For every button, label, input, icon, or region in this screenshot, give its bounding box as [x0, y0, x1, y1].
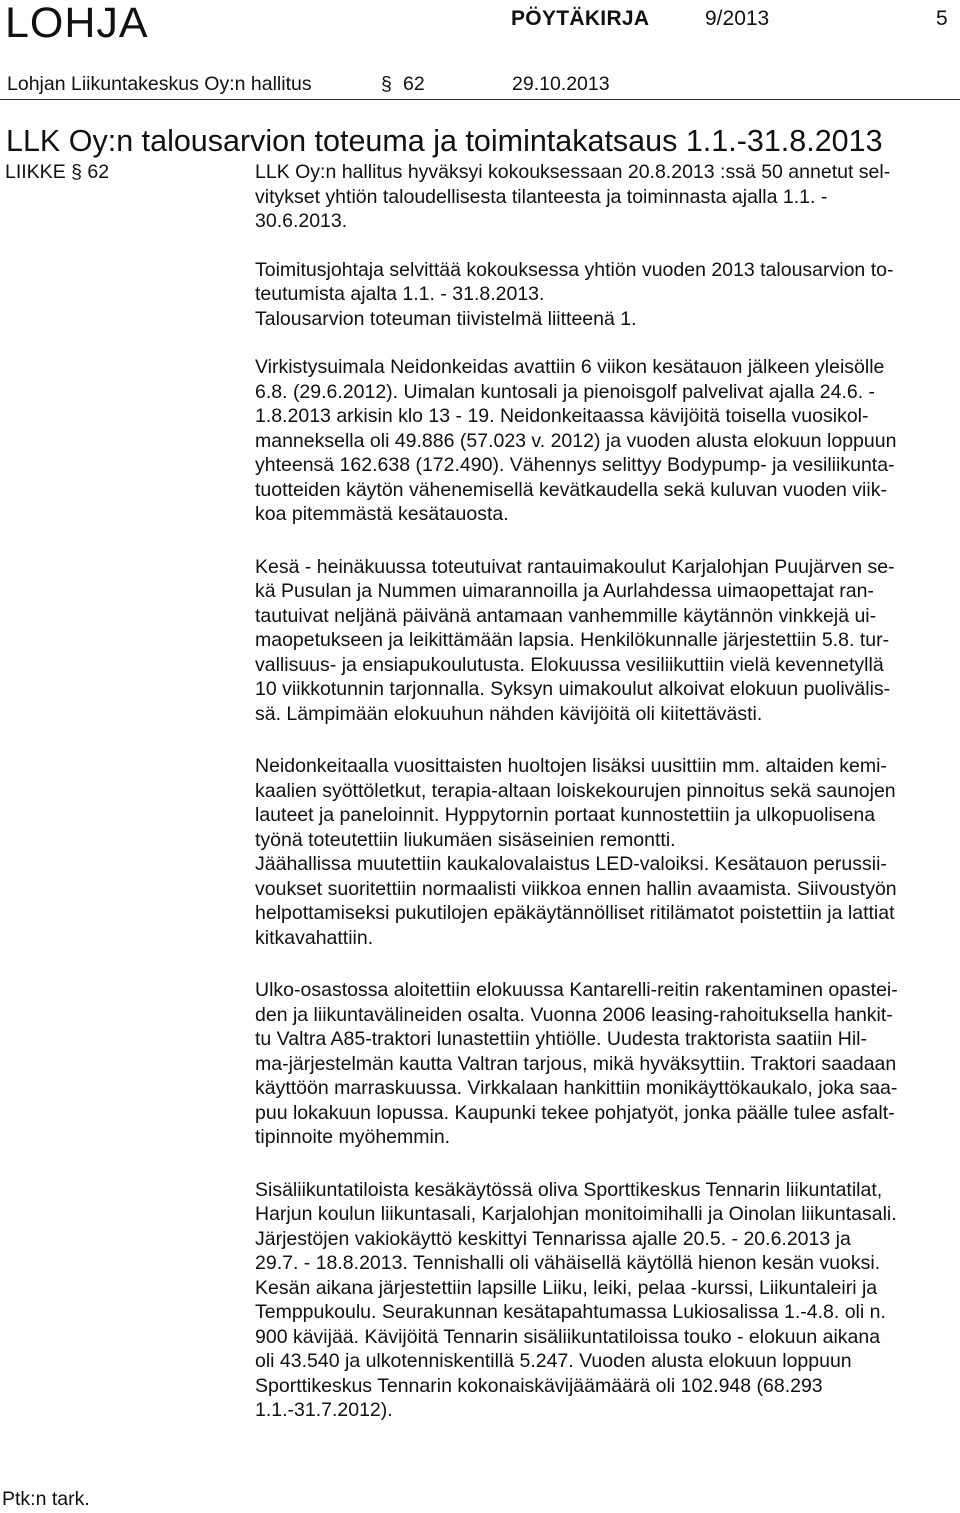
text-line: vitykset yhtiön taloudellisesta tilanteesta ja toiminnasta ajalla 1.1. -	[255, 185, 828, 208]
text-line: 1.8.2013 arkisin klo 13 - 19. Neidonkeitaassa kävijöitä toisella vuosikol-	[255, 405, 869, 427]
page-title: LLK Oy:n talousarvion toteuma ja toimintakatsaus 1.1.-31.8.2013	[6, 124, 883, 158]
organization-name: Lohjan Liikuntakeskus Oy:n hallitus	[7, 73, 312, 95]
text-line: 900 kävijää. Kävijöitä Tennarin sisäliikuntatiloissa touko - elokuun aikana	[255, 1325, 881, 1348]
paragraph-indoor-sports	[255, 1178, 955, 1423]
text-line: Sisäliikuntatiloista kesäkäytössä oliva Sporttikeskus Tennarin liikuntatilat,	[255, 1178, 883, 1201]
paragraph-ceo-report	[255, 258, 955, 332]
text-line: Jäähallissa muutettiin kaukalovalaistus LED-valoiksi. Kesätauon perussii-	[255, 853, 887, 875]
text-line: Kesän aikana järjestettiin lapsille Liiku, leiki, pelaa -kurssi, Liikuntaleiri ja	[255, 1276, 878, 1299]
text-line: voukset suoritettiin normaalisti viikkoa ennen hallin avaamista. Siivoustyön	[255, 877, 897, 900]
text-line: oli 43.540 ja ulkotenniskentillä 5.247. Vuoden alusta elokuun loppuun	[255, 1350, 852, 1372]
paragraph-outdoor	[255, 978, 955, 1150]
text-line: käyttöön marraskuussa. Virkkalaan hankittiin monikäyttökaukalo, joka saa-	[255, 1077, 898, 1099]
text-line: kitkavahattiin.	[255, 926, 374, 949]
text-line: tautuivat neljänä päivänä antamaan vanhemmille käytännön vinkkejä ui-	[255, 604, 877, 627]
text-line: Virkistysuimala Neidonkeidas avattiin 6 viikon kesätauon jälkeen yleisölle	[255, 356, 885, 378]
text-line: vallisuus- ja ensiapukoulutusta. Elokuussa vesiliikuttiin vielä kevennetyllä	[255, 653, 884, 676]
text-line: kä Pusulan ja Nummen uimarannoilla ja Aurlahdessa uimaopettajat ran-	[255, 580, 874, 602]
meeting-date: 29.10.2013	[512, 73, 610, 95]
text-line: tu Valtra A85-traktori lunastettiin yhtiölle. Uudesta traktorista saatiin Hil-	[255, 1028, 867, 1050]
lohja-logo: LOHJA	[5, 0, 149, 47]
document-body	[255, 160, 955, 1423]
text-line: ma-järjestelmän kautta Valtran tarjous, mikä hyväksyttiin. Traktori saadaan	[255, 1052, 897, 1075]
paragraph-summer-schools	[255, 555, 955, 727]
text-line: yhteensä 162.638 (172.490). Vähennys selittyy Bodypump- ja vesiliikunta-	[255, 454, 895, 476]
paragraph-swimming-hall	[255, 355, 955, 527]
meeting-number: 62	[403, 73, 425, 95]
paragraph-maintenance	[255, 754, 955, 950]
text-line: Harjun koulun liikuntasali, Karjalohjan monitoimihalli ja Oinolan liikuntasali.	[255, 1203, 897, 1225]
text-line: Temppukoulu. Seurakunnan kesätapahtumassa Lukiosalissa 1.-4.8. oli n.	[255, 1301, 886, 1323]
text-line: Sporttikeskus Tennarin kokonaiskävijäämäärä oli 102.948 (68.293	[255, 1374, 823, 1397]
text-line: 1.1.-31.7.2012).	[255, 1399, 393, 1421]
footer-checker-note: Ptk:n tark.	[2, 1488, 90, 1510]
header-divider	[0, 99, 960, 100]
text-line: Talousarvion toteuman tiivistelmä liitteenä 1.	[255, 307, 637, 330]
text-line: tipinnoite myöhemmin.	[255, 1126, 451, 1148]
text-line: maopetukseen ja leikittämään lapsia. Henkilökunnalle järjestettiin 5.8. tur-	[255, 629, 890, 651]
text-line: helpottamiseksi pukutilojen epäkäytännölliset ritilämatot poistettiin ja lattiat	[255, 902, 895, 924]
text-line: Järjestöjen vakiokäyttö keskittyi Tennarissa ajalle 20.5. - 20.6.2013 ja	[255, 1227, 851, 1250]
text-line: LLK Oy:n hallitus hyväksyi kokouksessaan 20.8.2013 :ssä 50 annetut sel-	[255, 161, 891, 183]
text-line: lauteet ja paneloinnit. Hyppytornin portaat kunnostettiin ja ulkopuolisena	[255, 804, 876, 826]
text-line: koa pitemmästä kesätauosta.	[255, 503, 509, 525]
section-label: LIIKKE § 62	[5, 161, 110, 183]
section-symbol: §	[381, 73, 392, 95]
text-line: 30.6.2013.	[255, 210, 348, 232]
text-line: Kesä - heinäkuussa toteutuivat rantauimakoulut Karjalohjan Puujärven se-	[255, 555, 895, 578]
text-line: Neidonkeitaalla vuosittaisten huoltojen lisäksi uusittiin mm. altaiden kemi-	[255, 755, 887, 777]
paragraph-board-approval	[255, 160, 955, 234]
text-line: kaalien syöttöletkut, terapia-altaan loiskekourujen pinnoitus sekä saunojen	[255, 779, 896, 802]
text-line: sä. Lämpimään elokuuhun nähden kävijöitä oli kiitettävästi.	[255, 702, 763, 725]
text-line: puu lokakuun lopussa. Kaupunki tekee pohjatyöt, jonka päälle tulee asfalt-	[255, 1101, 895, 1124]
document-number: 9/2013	[705, 7, 770, 30]
text-line: manneksella oli 49.886 (57.023 v. 2012) ja vuoden alusta elokuun loppuun	[255, 429, 897, 452]
text-line: Ulko-osastossa aloitettiin elokuussa Kantarelli-reitin rakentaminen opastei-	[255, 979, 898, 1001]
text-line: den ja liikuntavälineiden osalta. Vuonna 2006 leasing-rahoituksella hankit-	[255, 1003, 893, 1026]
document-type: PÖYTÄKIRJA	[511, 7, 650, 30]
text-line: teutumista ajalta 1.1. - 31.8.2013.	[255, 283, 545, 305]
text-line: 6.8. (29.6.2012). Uimalan kuntosali ja pienoisgolf palvelivat ajalla 24.6. -	[255, 380, 876, 403]
text-line: Toimitusjohtaja selvittää kokouksessa yhtiön vuoden 2013 talousarvion to-	[255, 258, 894, 281]
page-number: 5	[936, 7, 948, 30]
text-line: tuotteiden käytön vähenemisellä kevätkaudella sekä kuluvan vuoden viik-	[255, 478, 887, 501]
text-line: 10 viikkotunnin tarjonnalla. Syksyn uimakoulut alkoivat elokuun puolivälis-	[255, 678, 891, 700]
text-line: työnä toteutettiin liukumäen sisäseinien remontti.	[255, 828, 676, 851]
text-line: 29.7. - 18.8.2013. Tennishalli oli vähäisellä käytöllä hienon kesän vuoksi.	[255, 1252, 881, 1274]
